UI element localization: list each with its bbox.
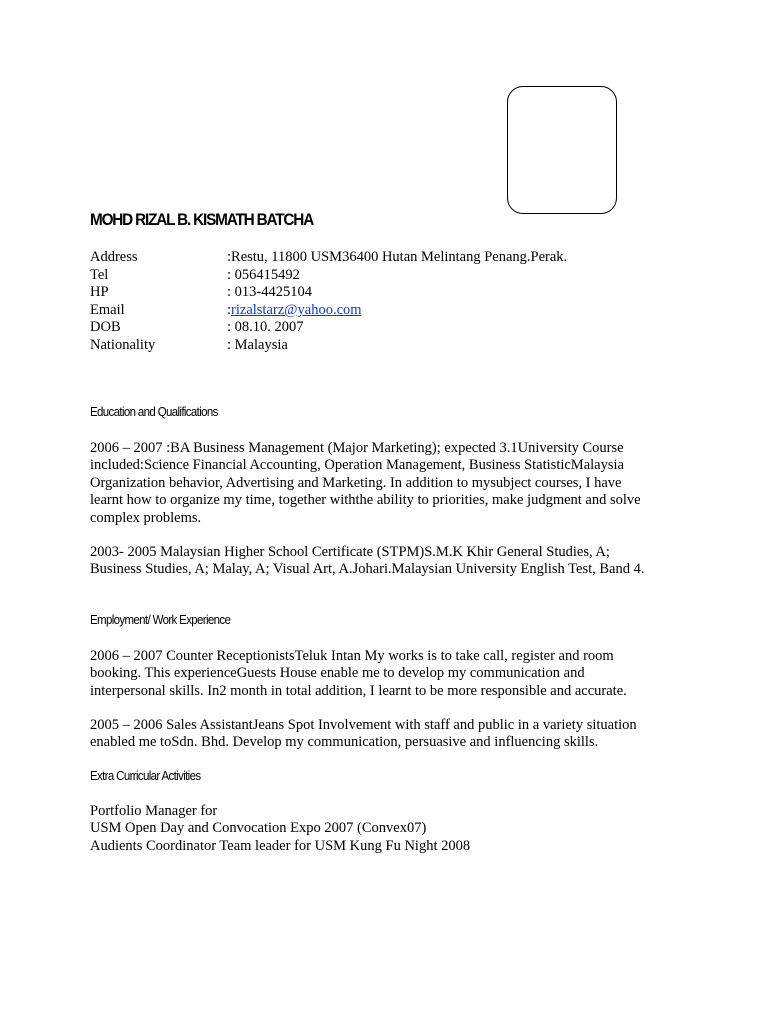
education-heading: Education and Qualifications: [90, 405, 218, 419]
text-line: USM Open Day and Convocation Expo 2007 (Convex07): [90, 820, 427, 837]
text-line: Audients Coordinator Team leader for USM Kung Fu Night 2008: [90, 837, 471, 854]
hp-row: [90, 284, 567, 302]
employment-heading: Employment/ Work Experience: [90, 613, 231, 627]
text-line: 2005 – 2006 Sales AssistantJeans Spot Involvement with staff and public in a variety situation: [90, 717, 637, 733]
text-line: Business Studies, A; Malay, A; Visual Art, A.Johari.Malaysian University English Test, Band 4.: [90, 561, 645, 578]
text-line: 2003- 2005 Malaysian Higher School Certificate (STPM)S.M.K Khir General Studies, A;: [90, 544, 610, 560]
text-line: 2006 – 2007 :BA Business Management (Major Marketing); expected 3.1University Course: [90, 440, 624, 456]
nationality-value: : Malaysia: [227, 336, 288, 353]
text-line: interpersonal skills. In2 month in total addition, I learnt to be more responsible and accurate.: [90, 682, 627, 699]
address-label: Address: [90, 249, 138, 265]
text-line: Portfolio Manager for: [90, 803, 218, 819]
text-line: enabled me toSdn. Bhd. Develop my communication, persuasive and influencing skills.: [90, 734, 599, 751]
hp-value: : 013-4425104: [227, 284, 312, 301]
text-line: Organization behavior, Advertising and Marketing. In addition to mysubject courses, I have: [90, 474, 622, 491]
text-line: complex problems.: [90, 509, 202, 526]
tel-value: : 056415492: [227, 266, 300, 283]
address-value: :Restu, 11800 USM36400 Hutan Melintang Penang.Perak.: [227, 249, 568, 265]
extra-curricular-list: [90, 803, 690, 855]
employment-item-sales: [90, 717, 690, 752]
text-line: 2006 – 2007 Counter ReceptionistsTeluk Intan My works is to take call, register and room: [90, 648, 614, 664]
tel-label: Tel: [90, 266, 109, 283]
education-item-ba: [90, 440, 690, 527]
dob-value: : 08.10. 2007: [227, 319, 304, 336]
nationality-label: Nationality: [90, 336, 156, 353]
text-line: learnt how to organize my time, together withthe ability to priorities, make judgment and solve: [90, 492, 641, 509]
email-row: [90, 302, 567, 320]
email-label: Email: [90, 301, 125, 318]
employment-item-receptionist: [90, 648, 690, 700]
photo-placeholder: [507, 86, 617, 214]
text-line: booking. This experienceGuests House enable me to develop my communication and: [90, 665, 585, 682]
tel-row: [90, 267, 567, 285]
email-link[interactable]: rizalstarz@yahoo.com: [231, 301, 362, 318]
text-line: included:Science Financial Accounting, Operation Management, Business StatisticMalaysia: [90, 457, 624, 474]
nationality-row: [90, 337, 567, 355]
address-row: [90, 249, 567, 267]
applicant-name: MOHD RIZAL B. KISMATH BATCHA: [90, 210, 314, 229]
contact-details: [90, 249, 567, 355]
email-prefix: :: [227, 301, 232, 318]
hp-label: HP: [90, 284, 109, 301]
education-item-stpm: [90, 544, 690, 579]
extra-curricular-heading: Extra Curricular Activities: [90, 769, 201, 783]
dob-label: DOB: [90, 319, 121, 336]
dob-row: [90, 319, 567, 337]
